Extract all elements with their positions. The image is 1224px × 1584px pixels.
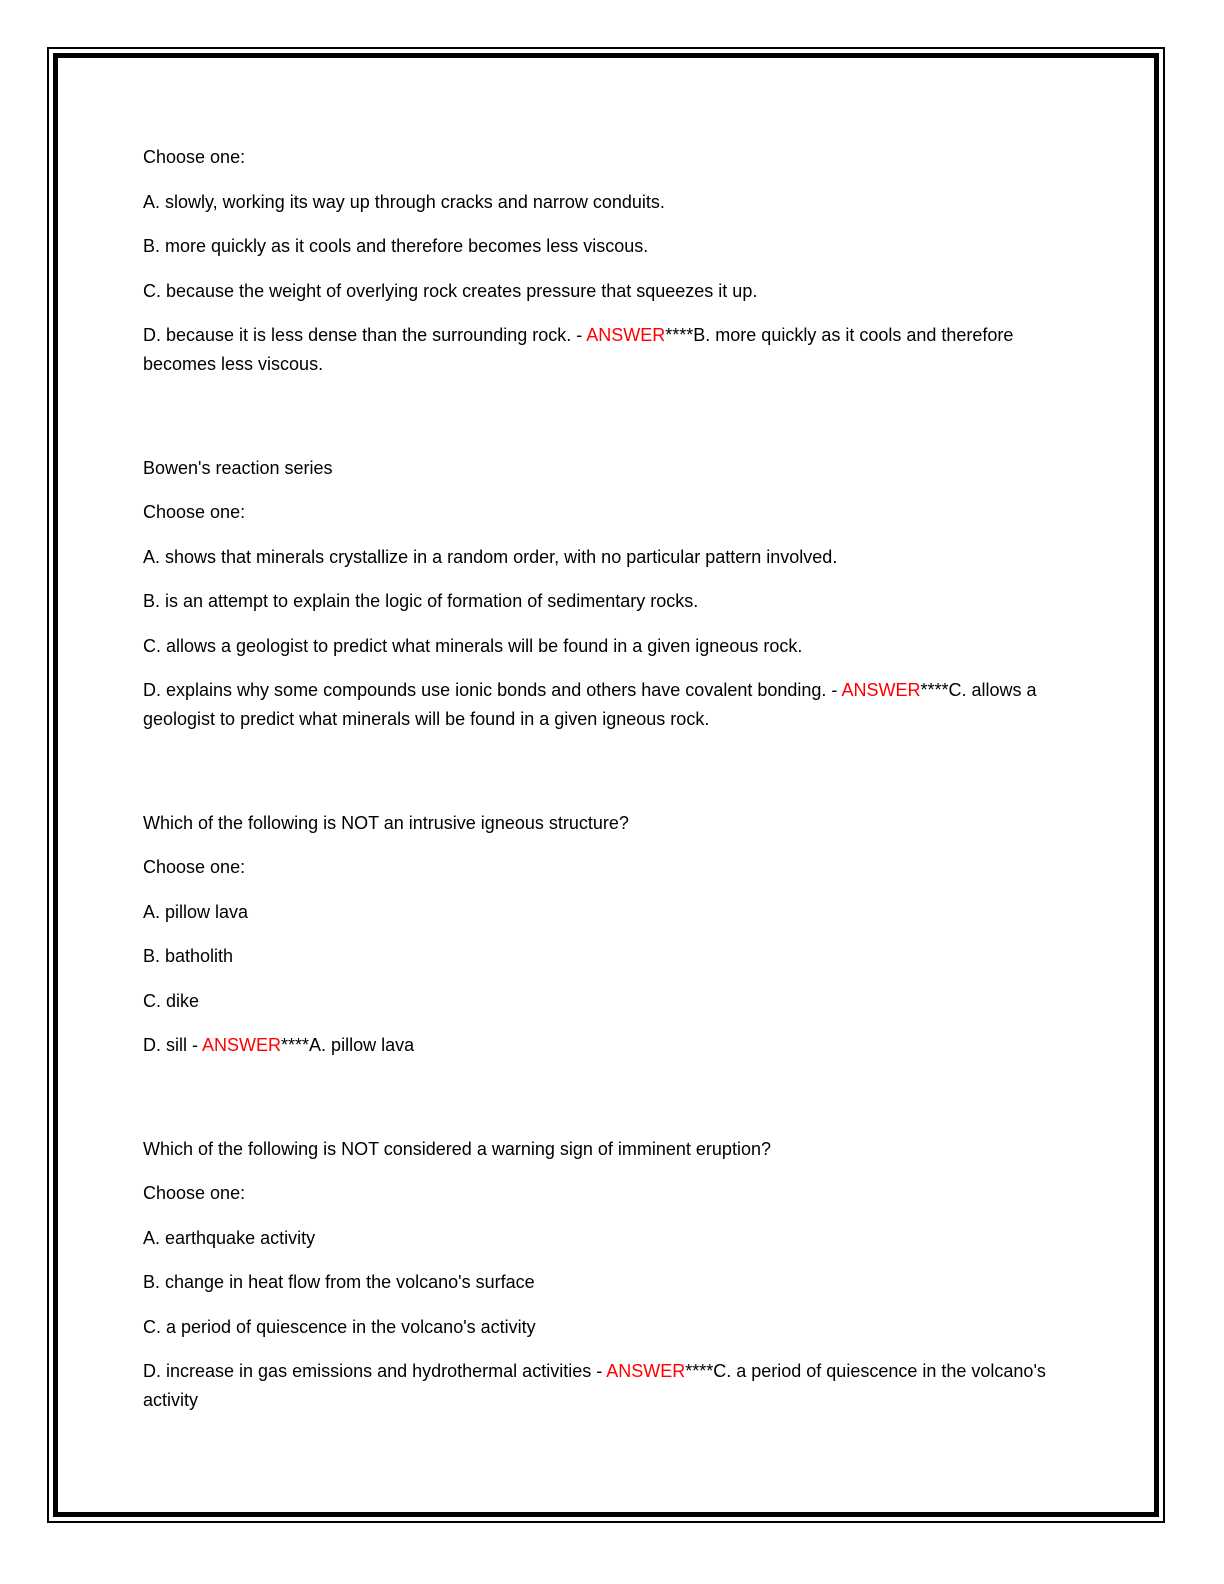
question-block-4 [143,1135,1073,1416]
answer-text: ****C. a period of quiescence in the volcano's activity [143,1361,1046,1410]
option-b: B. change in heat flow from the volcano's surface [143,1272,535,1292]
option-d-with-answer [143,676,1073,734]
question-text: Bowen's reaction series [143,457,333,478]
option-d-with-answer [143,1031,1073,1060]
answer-text: ****A. pillow lava [281,1035,415,1055]
question-block-1 [143,143,1073,379]
choose-one-label: Choose one: [143,857,246,877]
option-b: B. batholith [143,946,234,966]
answer-label: ANSWER [606,1361,686,1381]
question-block-3 [143,809,1073,1061]
option-a: A. shows that minerals crystallize in a random order, with no particular pattern involved. [143,546,838,567]
option-a: A. slowly, working its way up through cracks and narrow conduits. [143,191,665,212]
answer-label: ANSWER [586,325,666,345]
option-d: D. increase in gas emissions and hydrothermal activities - [143,1361,607,1381]
option-d-with-answer [143,1357,1073,1415]
option-c: C. a period of quiescence in the volcano's activity [143,1316,536,1337]
option-d-with-answer [143,321,1073,379]
answer-label: ANSWER [202,1035,282,1055]
document-content [143,143,1073,1431]
option-c: C. dike [143,990,200,1011]
option-d: D. explains why some compounds use ionic bonds and others have covalent bonding. - [143,680,842,700]
question-text: Which of the following is NOT considered a warning sign of imminent eruption? [143,1138,771,1159]
option-b: B. is an attempt to explain the logic of formation of sedimentary rocks. [143,591,699,611]
option-d: D. sill - [143,1035,203,1055]
question-text: Which of the following is NOT an intrusive igneous structure? [143,812,629,833]
option-c: C. because the weight of overlying rock creates pressure that squeezes it up. [143,280,758,301]
option-b: B. more quickly as it cools and therefore becomes less viscous. [143,236,649,256]
answer-label: ANSWER [841,680,921,700]
answer-text: ****B. more quickly as it cools and therefore becomes less viscous. [143,325,1014,374]
option-a: A. earthquake activity [143,1227,316,1248]
answer-text: ****C. allows a geologist to predict what minerals will be found in a given igneous rock. [143,680,1037,729]
choose-one-label: Choose one: [143,1183,246,1203]
choose-one-label: Choose one: [143,147,246,167]
option-c: C. allows a geologist to predict what minerals will be found in a given igneous rock. [143,635,803,656]
option-a: A. pillow lava [143,901,249,922]
choose-one-label: Choose one: [143,502,246,522]
question-block-2 [143,454,1073,735]
option-d: D. because it is less dense than the surrounding rock. - [143,325,587,345]
